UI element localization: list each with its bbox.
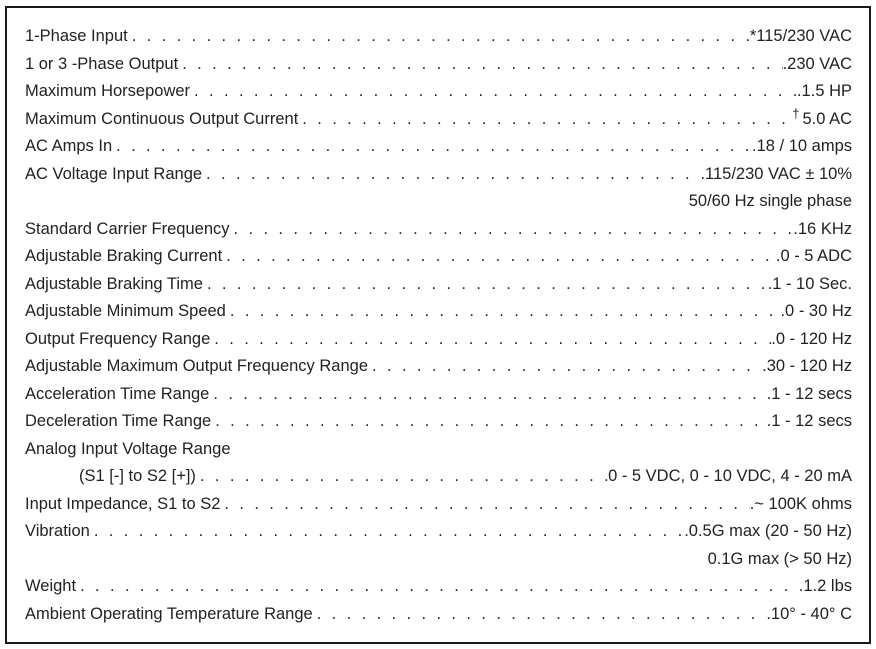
spec-value: .1.2 lbs — [798, 577, 852, 596]
spec-label: 1 or 3 -Phase Output — [25, 54, 179, 73]
spec-row-max-output-current — [25, 106, 852, 134]
spec-value: 0 - 5 VDC, 0 - 10 VDC, 4 - 20 mA — [608, 467, 852, 486]
spec-label: AC Voltage Input Range — [25, 164, 203, 183]
spec-value: .0 - 5 ADC — [775, 247, 852, 266]
dot-leader — [230, 302, 781, 321]
spec-label: (S1 [-] to S2 [+]) — [79, 467, 196, 486]
dot-leader — [224, 495, 749, 514]
spec-row-ambient-temperature — [25, 601, 852, 629]
spec-row-vibration — [25, 518, 852, 546]
dot-leader — [207, 275, 768, 294]
spec-row-analog-input-heading — [25, 436, 852, 464]
dot-leader — [194, 82, 797, 101]
spec-row-max-horsepower — [25, 78, 852, 106]
spec-value: 5.0 AC — [802, 109, 852, 128]
spec-row-ac-voltage-input-range — [25, 161, 852, 189]
spec-label: Maximum Horsepower — [25, 82, 191, 101]
spec-row-input-impedance — [25, 491, 852, 519]
spec-row-continuation — [25, 188, 852, 216]
spec-row-minimum-speed — [25, 298, 852, 326]
dot-leader — [94, 522, 684, 541]
spec-value: .115/230 VAC ± 10% — [700, 164, 852, 183]
spec-label: Input Impedance, S1 to S2 — [25, 494, 221, 513]
dot-leader — [116, 137, 752, 156]
spec-label: Deceleration Time Range — [25, 412, 212, 431]
spec-row-1-phase-input — [25, 23, 852, 51]
dot-leader — [132, 27, 750, 46]
dot-leader — [215, 412, 767, 431]
spec-value: .18 / 10 amps — [752, 137, 852, 156]
spec-row-analog-input-range — [25, 463, 852, 491]
spec-label: AC Amps In — [25, 137, 113, 156]
dot-leader — [317, 605, 767, 624]
spec-value: 50/60 Hz single phase — [688, 192, 852, 211]
spec-row-weight — [25, 573, 852, 601]
spec-value: .16 KHz — [793, 219, 852, 238]
spec-row-output-frequency-range — [25, 326, 852, 354]
spec-label: Weight — [25, 577, 77, 596]
spec-row-deceleration-time — [25, 408, 852, 436]
spec-value: .1 - 12 secs — [766, 384, 852, 403]
dot-leader — [213, 385, 766, 404]
spec-label: Analog Input Voltage Range — [25, 439, 231, 458]
spec-value: .1.5 HP — [796, 82, 852, 101]
dot-leader — [214, 330, 771, 349]
spec-value: .~ 100K ohms — [749, 494, 852, 513]
spec-value-group — [792, 105, 852, 129]
spec-value: .0.5G max (20 - 50 Hz) — [684, 522, 852, 541]
spec-label: Output Frequency Range — [25, 329, 211, 348]
spec-value: 0.1G max (> 50 Hz) — [707, 549, 852, 568]
spec-label: Adjustable Braking Current — [25, 247, 223, 266]
dagger-footnote-mark: † — [792, 105, 800, 121]
spec-label: 1-Phase Input — [25, 27, 128, 46]
spec-label: Maximum Continuous Output Current — [25, 109, 299, 128]
dot-leader — [226, 247, 776, 266]
spec-row-braking-current — [25, 243, 852, 271]
spec-value: .0 - 120 Hz — [771, 329, 852, 348]
spec-label: Adjustable Minimum Speed — [25, 302, 226, 321]
dot-leader — [372, 357, 762, 376]
spec-table-frame — [5, 6, 871, 644]
dot-leader — [234, 220, 794, 239]
spec-row-continuation — [25, 546, 852, 574]
spec-label: Ambient Operating Temperature Range — [25, 604, 313, 623]
spec-value: .1 - 12 secs — [766, 412, 852, 431]
spec-row-phase-output — [25, 51, 852, 79]
dot-leader — [302, 110, 792, 129]
spec-row-acceleration-time — [25, 381, 852, 409]
spec-row-carrier-frequency — [25, 216, 852, 244]
spec-value: .0 - 30 Hz — [780, 302, 852, 321]
dot-leader — [206, 165, 700, 184]
spec-value: *115/230 VAC — [749, 27, 852, 46]
dot-leader — [80, 577, 799, 596]
spec-value: .30 - 120 Hz — [762, 357, 852, 376]
dot-leader — [182, 55, 782, 74]
spec-list — [25, 23, 852, 628]
dot-leader — [200, 467, 608, 486]
spec-label: Acceleration Time Range — [25, 384, 210, 403]
spec-label: Vibration — [25, 522, 90, 541]
spec-row-ac-amps-in — [25, 133, 852, 161]
spec-value: .230 VAC — [782, 54, 852, 73]
spec-value: .1 - 10 Sec. — [767, 274, 852, 293]
spec-value: .10° - 40° C — [766, 604, 852, 623]
spec-row-max-output-frequency — [25, 353, 852, 381]
spec-row-braking-time — [25, 271, 852, 299]
spec-label: Adjustable Braking Time — [25, 274, 203, 293]
spec-label: Adjustable Maximum Output Frequency Range — [25, 357, 369, 376]
spec-label: Standard Carrier Frequency — [25, 219, 230, 238]
